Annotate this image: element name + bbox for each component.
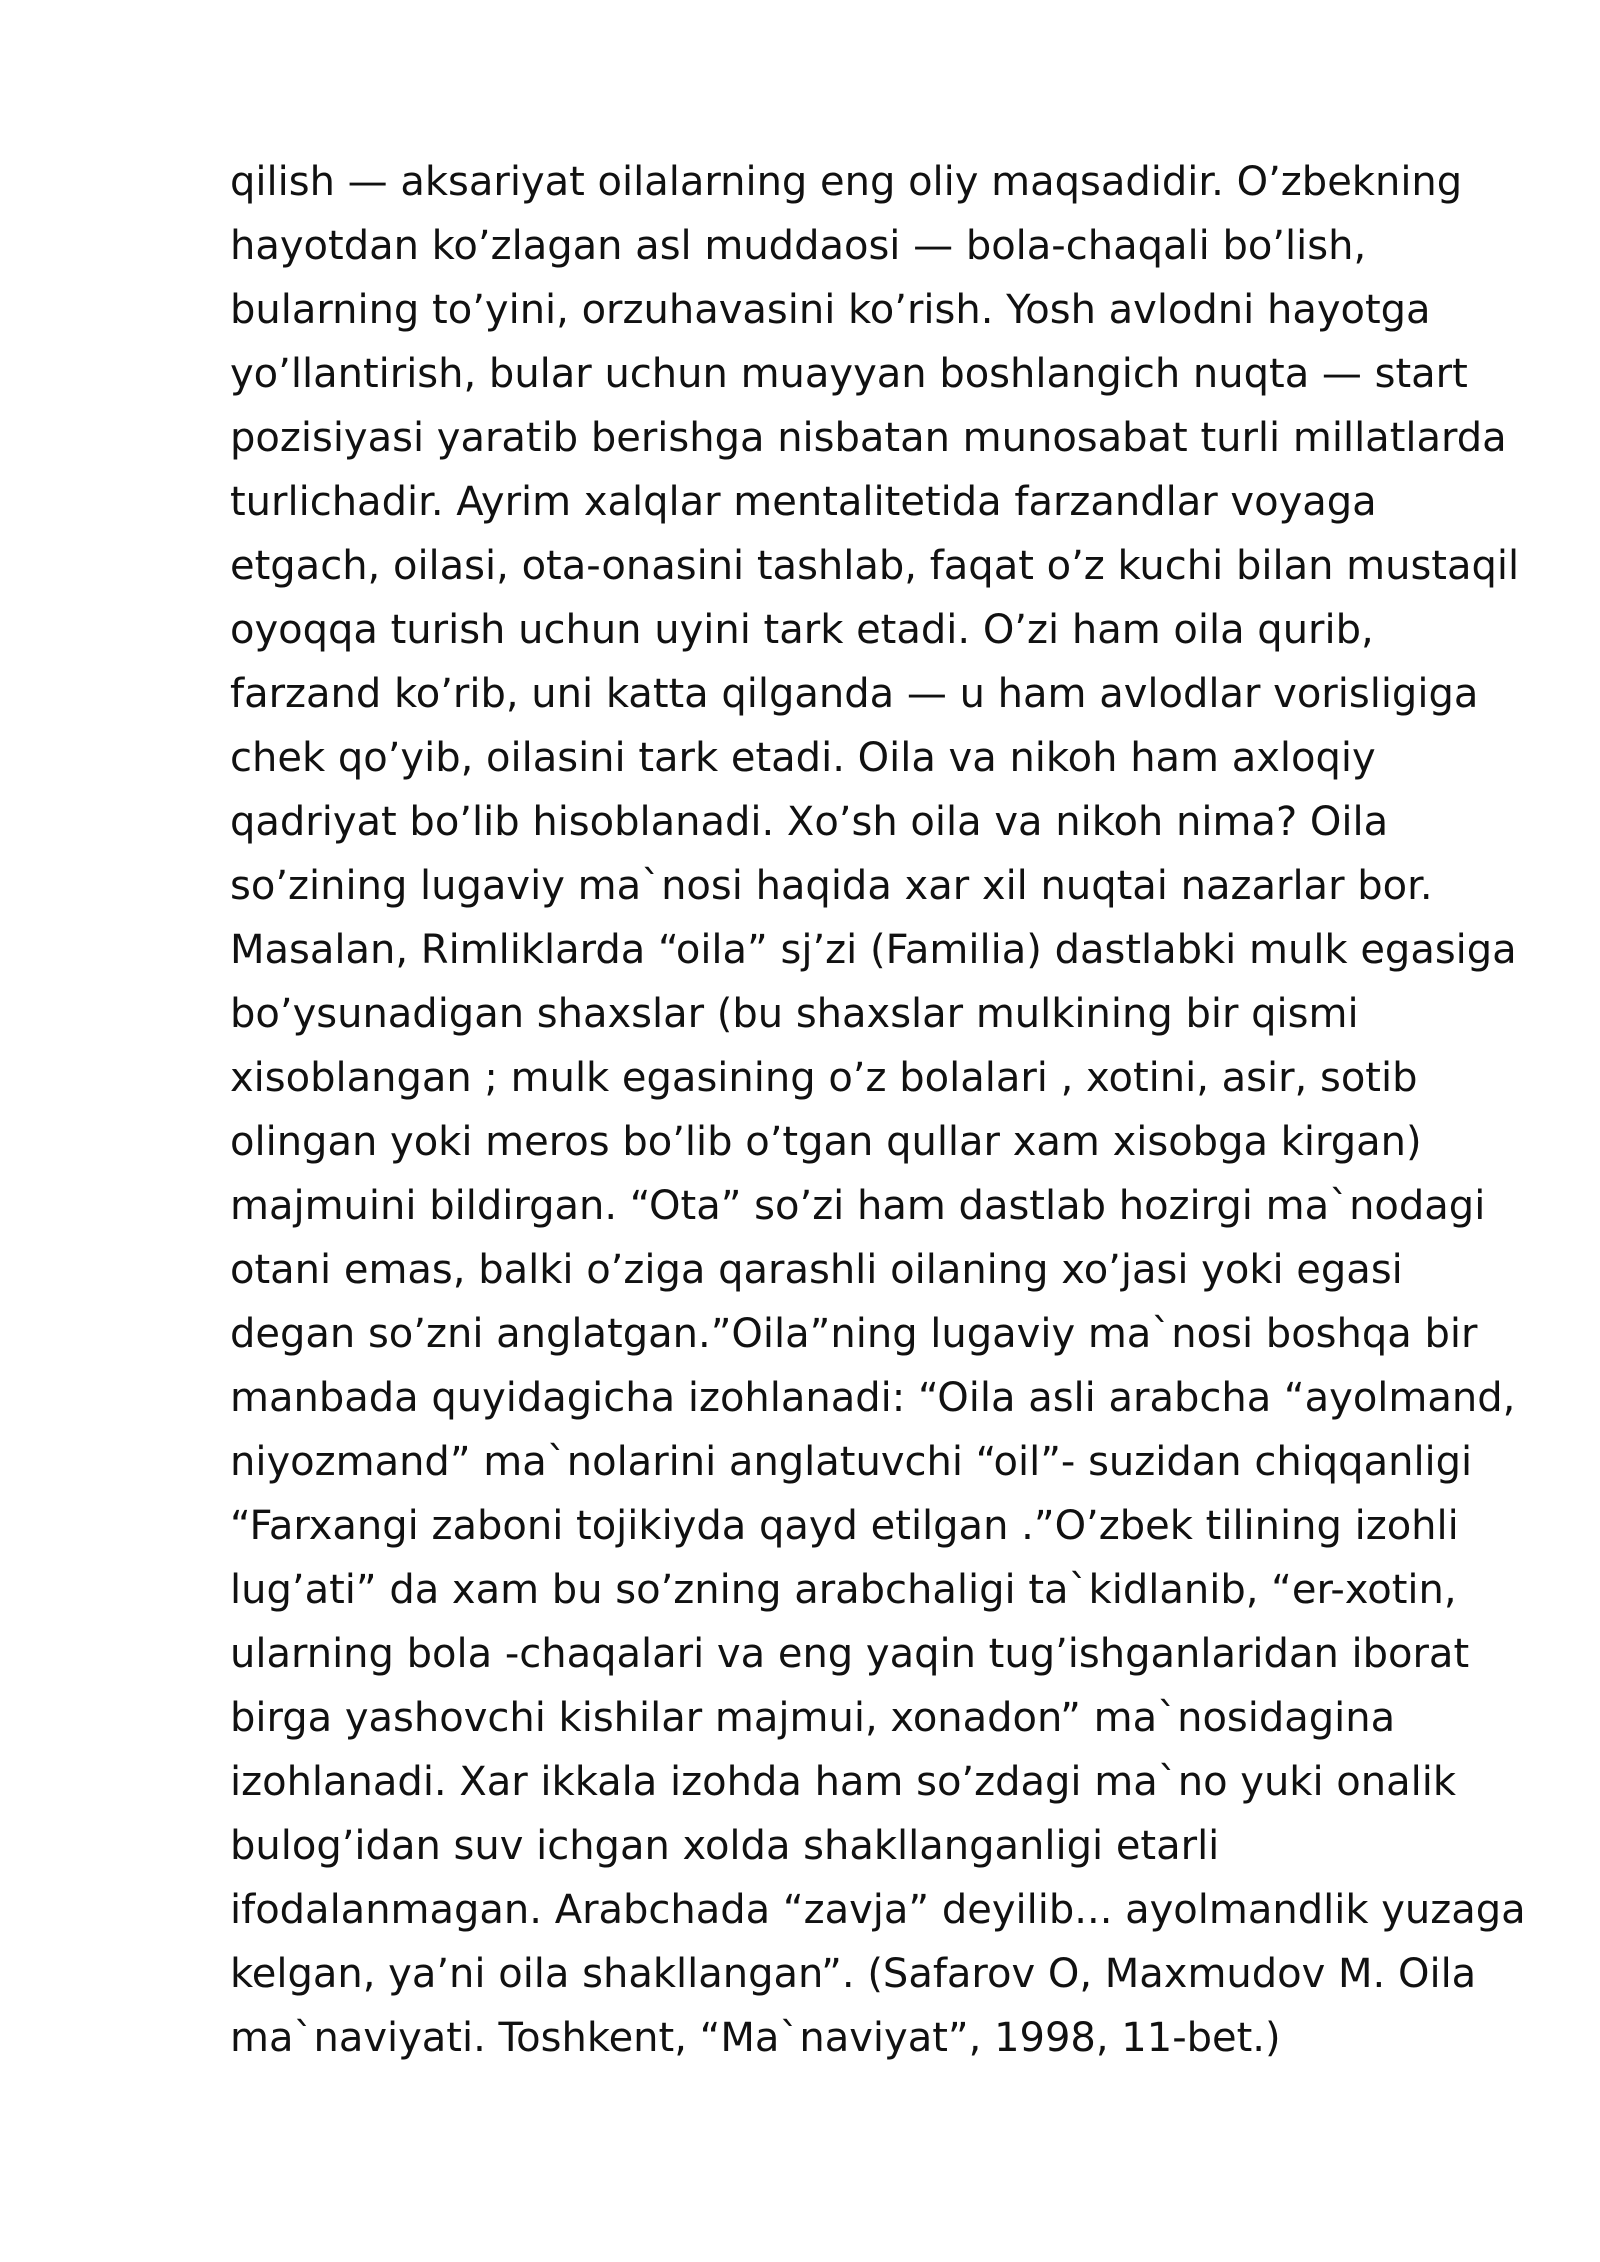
text-line: xisoblangan ; mulk egasining o’z bolalari , xotini, asir, sotib (230, 1055, 1418, 1101)
text-line: olingan yoki meros bo’lib o’tgan qullar xam xisobga kirgan) (230, 1119, 1422, 1165)
text-line: ifodalanmagan. Arabchada “zavja” deyilib... ayolmandlik yuzaga (230, 1887, 1526, 1933)
text-line: qilish — aksariyat oilalarning eng oliy maqsadidir. O’zbekning (230, 159, 1463, 205)
text-line: “Farxangi zaboni tojikiyda qayd etilgan .”O’zbek tilining izohli (230, 1503, 1459, 1549)
text-line: bo’ysunadigan shaxslar (bu shaxslar mulkining bir qismi (230, 991, 1359, 1037)
body-paragraph (230, 150, 1530, 2070)
text-line: manbada quyidagicha izohlanadi: “Oila asli arabcha “ayolmand, (230, 1375, 1516, 1421)
text-line: degan so’zni anglatgan.”Oila”ning lugaviy ma`nosi boshqa bir (230, 1311, 1478, 1357)
text-line: qadriyat bo’lib hisoblanadi. Xo’sh oila va nikoh nima? Oila (230, 799, 1389, 845)
text-line: izohlanadi. Xar ikkala izohda ham so’zdagi ma`no yuki onalik (230, 1759, 1457, 1805)
text-line: birga yashovchi kishilar majmui, xonadon” ma`nosidagina (230, 1695, 1396, 1741)
text-line: niyozmand” ma`nolarini anglatuvchi “oil”- suzidan chiqqanligi (230, 1439, 1473, 1485)
text-line: lug’ati” da xam bu so’zning arabchaligi ta`kidlanib, “er-xotin, (230, 1567, 1457, 1613)
text-line: bulog’idan suv ichgan xolda shakllanganligi etarli (230, 1823, 1220, 1869)
text-line: chek qo’yib, oilasini tark etadi. Oila va nikoh ham axloqiy (230, 735, 1376, 781)
text-line: majmuini bildirgan. “Ota” so’zi ham dastlab hozirgi ma`nodagi (230, 1183, 1486, 1229)
text-line: otani emas, balki o’ziga qarashli oilaning xo’jasi yoki egasi (230, 1247, 1403, 1293)
text-line: bularning to’yini, orzuhavasini ko’rish. Yosh avlodni hayotga (230, 287, 1431, 333)
text-line: ma`naviyati. Toshkent, “Ma`naviyat”, 1998, 11-bet.) (230, 2015, 1281, 2061)
text-line: farzand ko’rib, uni katta qilganda — u ham avlodlar vorisligiga (230, 671, 1479, 717)
text-line: oyoqqa turish uchun uyini tark etadi. O’zi ham oila qurib, (230, 607, 1374, 653)
text-line: hayotdan ko’zlagan asl muddaosi — bola-chaqali bo’lish, (230, 223, 1367, 269)
text-line: pozisiyasi yaratib berishga nisbatan munosabat turli millatlarda (230, 415, 1507, 461)
text-line: ularning bola -chaqalari va eng yaqin tug’ishganlaridan iborat (230, 1631, 1470, 1677)
text-line: kelgan, ya’ni oila shakllangan”. (Safarov O, Maxmudov M. Oila (230, 1951, 1477, 1997)
text-line: yo’llantirish, bular uchun muayyan boshlangich nuqta — start (230, 351, 1468, 397)
text-line: so’zining lugaviy ma`nosi haqida xar xil nuqtai nazarlar bor. (230, 863, 1433, 909)
text-line: etgach, oilasi, ota-onasini tashlab, faqat o’z kuchi bilan mustaqil (230, 543, 1520, 589)
text-line: Masalan, Rimliklarda “oila” sj’zi (Familia) dastlabki mulk egasiga (230, 927, 1517, 973)
text-line: turlichadir. Ayrim xalqlar mentalitetida farzandlar voyaga (230, 479, 1377, 525)
